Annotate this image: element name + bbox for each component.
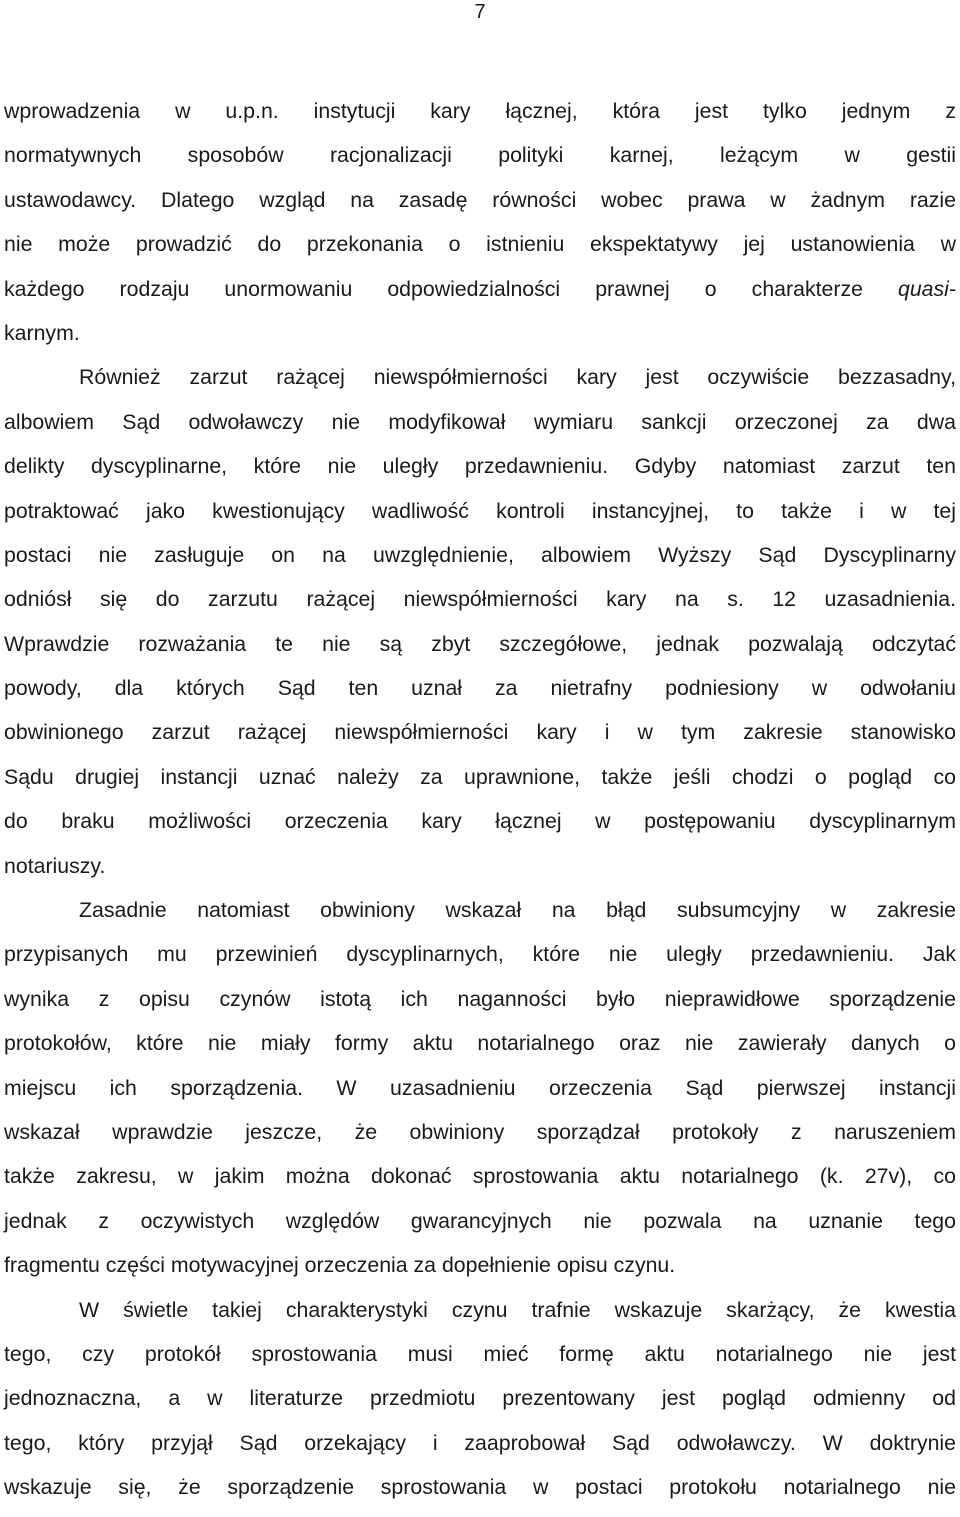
text-line: potraktować jako kwestionujący wadliwość kontroli instancyjnej, to także i w tej [4,498,956,523]
text-line: wprowadzenia w u.p.n. instytucji kary łącznej, która jest tylko jednym z [4,99,956,123]
text-line: odniósł się do zarzutu rażącej niewspółmierności kary na s. 12 uzasadnienia. [4,587,956,612]
text-line: powody, dla których Sąd ten uznał za nietrafny podniesiony w odwołaniu [4,676,956,701]
text-line: albowiem Sąd odwoławczy nie modyfikował wymiaru sankcji orzeczonej za dwa [4,409,956,434]
text-line: postaci nie zasługuje on na uwzględnienie, albowiem Wyższy Sąd Dyscyplinarny [4,542,956,567]
text-line: wskazał wprawdzie jeszcze, że obwiniony sporządzał protokoły z naruszeniem [4,1119,956,1144]
text-line: notariuszy. [4,853,106,878]
page-number: 7 [474,1,486,23]
paragraph-start-line: Również zarzut rażącej niewspółmierności kary jest oczywiście bezzasadny, [79,365,956,390]
text-line: karnym. [4,320,80,345]
text-line: Wprawdzie rozważania te nie są zbyt szczegółowe, jednak pozwalają odczytać [4,631,956,656]
text-line: wynika z opisu czynów istotą ich naganności było nieprawidłowe sporządzenie [4,986,956,1011]
text-line-with-italic: każdego rodzaju unormowaniu odpowiedzialności prawnej o charakterze quasi- [4,276,956,301]
text-line: wskazuje się, że sporządzenie sprostowania w postaci protokołu notarialnego nie [4,1475,956,1500]
text-line: Sądu drugiej instancji uznać należy za uprawnione, także jeśli chodzi o pogląd co [4,764,956,789]
text-line: delikty dyscyplinarne, które nie uległy przedawnieniu. Gdyby natomiast zarzut ten [4,454,956,479]
text-line: przypisanych mu przewinień dyscyplinarnych, które nie uległy przedawnieniu. Jak [4,942,956,967]
text-line: także zakresu, w jakim można dokonać sprostowania aktu notarialnego (k. 27v), co [4,1164,956,1189]
paragraph-start-line: Zasadnie natomiast obwiniony wskazał na błąd subsumcyjny w zakresie [79,898,956,923]
text-line: do braku możliwości orzeczenia kary łącznej w postępowaniu dyscyplinarnym [4,809,956,834]
text-line: miejscu ich sporządzenia. W uzasadnieniu orzeczenia Sąd pierwszej instancji [4,1075,956,1100]
body-text [4,96,956,1517]
text-line: ustawodawcy. Dlatego wzgląd na zasadę równości wobec prawa w żadnym razie [4,187,956,212]
text-line: protokołów, które nie miały formy aktu notarialnego oraz nie zawierały danych o [4,1031,956,1056]
text-line: tego, który przyjął Sąd orzekający i zaaprobował Sąd odwoławczy. W doktrynie [4,1430,956,1455]
text-line: fragmentu części motywacyjnej orzeczenia za dopełnienie opisu czynu. [4,1253,676,1278]
text-line: nie może prowadzić do przekonania o istnieniu ekspektatywy jej ustanowienia w [4,232,956,257]
text-line: jednoznaczna, a w literaturze przedmiotu prezentowany jest pogląd odmienny od [4,1386,956,1411]
paragraph-start-line: W świetle takiej charakterystyki czynu trafnie wskazuje skarżący, że kwestia [79,1297,956,1322]
text-line: tego, czy protokół sprostowania musi mieć formę aktu notarialnego nie jest [4,1341,956,1366]
text-line: jednak z oczywistych względów gwarancyjnych nie pozwala na uznanie tego [4,1208,956,1233]
text-line: obwinionego zarzut rażącej niewspółmierności kary i w tym zakresie stanowisko [4,720,956,745]
italic-term: quasi- [897,276,956,301]
text-line: normatywnych sposobów racjonalizacji polityki karnej, leżącym w gestii [4,143,956,168]
